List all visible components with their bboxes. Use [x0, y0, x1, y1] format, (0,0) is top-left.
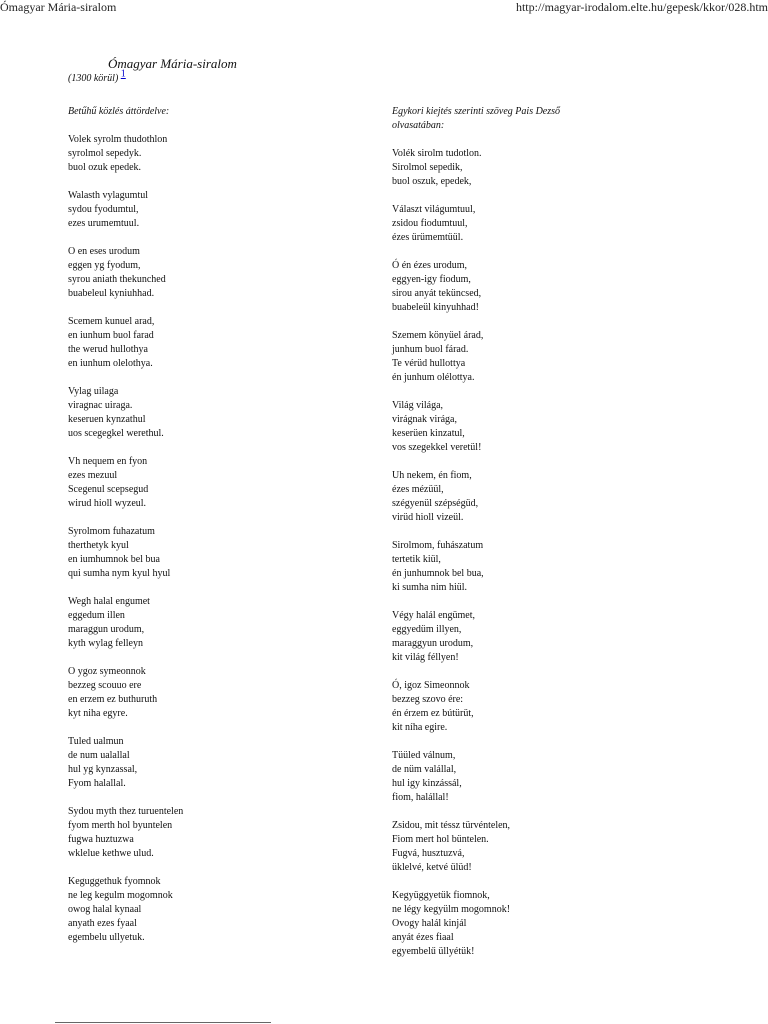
verse-line: Fiom mert hol büntelen. [392, 834, 489, 845]
verse-line: Végy halál engümet, [392, 610, 476, 621]
verse-line: Te vérüd hullottya [392, 358, 466, 369]
verse-line: egembelu ullyetuk. [68, 932, 145, 943]
right-column-heading: Egykori kiejtés szerinti szöveg Pais Dezső olvasatában: [392, 106, 561, 131]
stanza [68, 315, 368, 371]
stanza [68, 245, 368, 301]
verse-line: viragnac uiraga. [68, 400, 133, 411]
verse-line: bezzeg szovo ére: [392, 694, 464, 705]
verse-line: the werud hullothya [68, 344, 148, 355]
verse-line: Szemem könyüel árad, [392, 330, 484, 341]
verse-line: zsidou fiodumtuul, [392, 218, 468, 229]
stanza [68, 133, 368, 175]
verse-line: keserüen kinzatul, [392, 428, 465, 439]
verse-line: qui sumha nym kyul hyul [68, 568, 171, 579]
stanza [392, 147, 692, 189]
verse-line: virágnak virága, [392, 414, 457, 425]
verse-line: anyát ézes fiaal [392, 932, 454, 943]
verse-line: O ygoz symeonnok [68, 666, 146, 677]
footnote-divider [55, 1022, 271, 1023]
verse-line: buol ozuk epedek. [68, 162, 142, 173]
stanza [68, 455, 368, 511]
verse-line: Volek syrolm thudothlon [68, 134, 168, 145]
verse-line: buabeleül kinyuhhad! [392, 302, 479, 313]
verse-line: owog halal kynaal [68, 904, 142, 915]
right-column [392, 105, 692, 973]
verse-line: en iumhumnok bel bua [68, 554, 160, 565]
verse-line: fiom, halállal! [392, 792, 449, 803]
right-stanzas [392, 147, 692, 959]
stanza [392, 749, 692, 805]
verse-line: virüd hioll vizeül. [392, 512, 464, 523]
stanza [68, 525, 368, 581]
verse-line: Keguggethuk fyomnok [68, 876, 161, 887]
verse-line: anyath ezes fyaal [68, 918, 137, 929]
verse-line: Választ világumtuul, [392, 204, 476, 215]
browser-page-title: Ómagyar Mária-siralom [0, 0, 117, 14]
stanza [392, 889, 692, 959]
verse-line: ezes mezuul [68, 470, 118, 481]
verse-line: Ó én ézes urodum, [392, 260, 467, 271]
verse-line: tertetik kiül, [392, 554, 441, 565]
verse-line: Ovogy halál kinjál [392, 918, 467, 929]
verse-line: Tuled ualmun [68, 736, 124, 747]
stanza [68, 595, 368, 651]
verse-line: Fugvá, husztuzvá, [392, 848, 465, 859]
verse-line: én junhumnok bel bua, [392, 568, 484, 579]
verse-line: Fyom halallal. [68, 778, 126, 789]
verse-line: buol oszuk, epedek, [392, 176, 472, 187]
verse-line: uos scegegkel werethul. [68, 428, 164, 439]
verse-line: wklelue kethwe ulud. [68, 848, 154, 859]
verse-line: maraggun urodum, [68, 624, 145, 635]
verse-line: ézes ürümemtüül. [392, 232, 464, 243]
verse-line: sirou anyát teküncsed, [392, 288, 482, 299]
left-column-heading: Betűhű közlés áttördelve: [68, 106, 170, 117]
verse-line: buabeleul kyniuhhad. [68, 288, 155, 299]
verse-line: maraggyun urodum, [392, 638, 474, 649]
verse-line: vos szegekkel veretül! [392, 442, 482, 453]
verse-line: Scegenul scepsegud [68, 484, 149, 495]
verse-line: eggyedüm illyen, [392, 624, 462, 635]
verse-line: én junhum olélottya. [392, 372, 475, 383]
verse-line: Tüüled válnum, [392, 750, 456, 761]
stanza [392, 609, 692, 665]
verse-line: hul yg kynzassal, [68, 764, 138, 775]
verse-line: fugwa huztuzwa [68, 834, 134, 845]
date-note-line [68, 68, 126, 84]
verse-line: ki sumha nim hiül. [392, 582, 467, 593]
verse-line: egyembelű üllyétük! [392, 946, 475, 957]
stanza [392, 819, 692, 875]
verse-line: en iunhum buol farad [68, 330, 154, 341]
verse-line: ne légy kegyülm mogomnok! [392, 904, 511, 915]
stanza [68, 735, 368, 791]
verse-line: eggyen-igy fiodum, [392, 274, 471, 285]
verse-line: fyom merth hol byuntelen [68, 820, 173, 831]
verse-line: Világ világa, [392, 400, 444, 411]
verse-line: Vylag uilaga [68, 386, 119, 397]
footnote-link[interactable]: 1 [120, 68, 126, 80]
verse-line: Volék sirolm tudotlon. [392, 148, 482, 159]
stanza [392, 679, 692, 735]
left-stanzas [68, 133, 368, 945]
page-title: Ómagyar Mária-siralom [108, 56, 237, 71]
verse-line: kit világ féllyen! [392, 652, 459, 663]
verse-line: eggen yg fyodum, [68, 260, 141, 271]
verse-line: üklelvé, ketvé ülüd! [392, 862, 472, 873]
verse-line: syrou aniath thekunched [68, 274, 166, 285]
stanza [68, 665, 368, 721]
stanza [68, 805, 368, 861]
verse-line: Uh nekem, én fiom, [392, 470, 472, 481]
verse-line: hul igy kinzássál, [392, 778, 462, 789]
verse-line: Kegyüggyetük fiomnok, [392, 890, 490, 901]
verse-line: de nüm valállal, [392, 764, 457, 775]
verse-line: keseruen kynzathul [68, 414, 146, 425]
verse-line: kit níha egire. [392, 722, 448, 733]
stanza [392, 399, 692, 455]
browser-url: http://magyar-irodalom.elte.hu/gepesk/kkor/028.htm [515, 0, 768, 14]
verse-line: Zsidou, mit téssz türvéntelen, [392, 820, 511, 831]
verse-line: eggedum illen [68, 610, 125, 621]
verse-line: Sirolmol sepedik, [392, 162, 463, 173]
verse-line: O en eses urodum [68, 246, 140, 257]
verse-line: ne leg kegulm mogomnok [68, 890, 173, 901]
stanza [68, 189, 368, 231]
verse-line: sydou fyodumtul, [68, 204, 139, 215]
verse-line: bezzeg scouuo ere [68, 680, 142, 691]
verse-line: szégyenül szépségüd, [392, 498, 479, 509]
verse-line: Ó, igoz Simeonnok [392, 680, 470, 691]
stanza [392, 329, 692, 385]
verse-line: Syrolmom fuhazatum [68, 526, 155, 537]
verse-line: en erzem ez buthuruth [68, 694, 158, 705]
verse-line: junhum buol fárad. [392, 344, 469, 355]
verse-line: Scemem kunuel arad, [68, 316, 155, 327]
verse-line: ezes urumemtuul. [68, 218, 140, 229]
stanza [392, 469, 692, 525]
verse-line: syrolmol sepedyk. [68, 148, 142, 159]
stanza [392, 259, 692, 315]
verse-line: therthetyk kyul [68, 540, 129, 551]
verse-line: de num ualallal [68, 750, 130, 761]
stanza [68, 385, 368, 441]
verse-line: Sirolmom, fuhászatum [392, 540, 484, 551]
verse-line: kyth wylag felleyn [68, 638, 143, 649]
verse-line: Wegh halal engumet [68, 596, 150, 607]
stanza [68, 875, 368, 945]
verse-line: wirud hioll wyzeul. [68, 498, 147, 509]
stanza [392, 203, 692, 245]
verse-line: én érzem ez bútürüt, [392, 708, 474, 719]
verse-line: Sydou myth thez turuentelen [68, 806, 184, 817]
verse-line: Walasth vylagumtul [68, 190, 149, 201]
verse-line: en iunhum olelothya. [68, 358, 153, 369]
left-column [68, 105, 368, 959]
verse-line: Vh nequem en fyon [68, 456, 148, 467]
stanza [392, 539, 692, 595]
verse-line: kyt niha egyre. [68, 708, 128, 719]
date-note: (1300 körül) [68, 73, 119, 84]
verse-line: ézes mézüül, [392, 484, 444, 495]
